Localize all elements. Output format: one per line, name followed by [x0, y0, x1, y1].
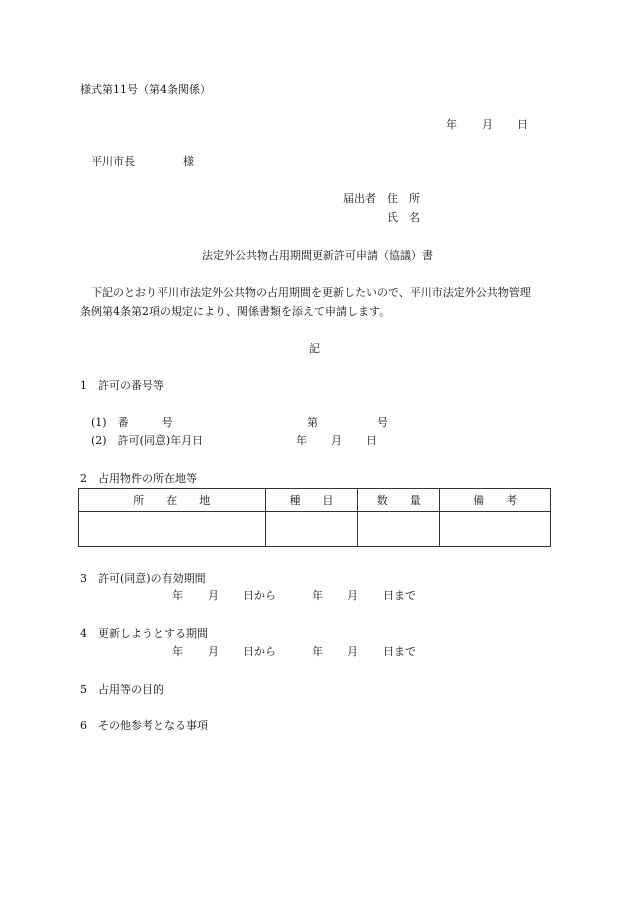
item1-dai: 第 [307, 416, 318, 429]
item3-y1: 年 [172, 589, 183, 602]
item4-m2: 月 [347, 645, 358, 658]
item4-y2: 年 [312, 645, 323, 658]
item4-heading: 4 更新しようとする期間 [80, 627, 208, 640]
item3-d1: 日から [243, 589, 276, 602]
ki-heading: 記 [309, 342, 320, 355]
document-title: 法定外公共物占用期間更新許可申請（協議）書 [202, 249, 433, 262]
cell-remarks[interactable] [440, 512, 551, 547]
addressee-name: 平川市長 [91, 155, 135, 168]
date-year: 年 [446, 118, 457, 131]
item3-heading: 3 許可(同意)の有効期間 [80, 572, 206, 585]
cell-quantity[interactable] [358, 512, 440, 547]
item3-y2: 年 [312, 589, 323, 602]
date-day: 日 [517, 118, 528, 131]
table-row [79, 512, 551, 547]
body-line-2: 条例第4条第2項の規定により、関係書類を添えて申請します。 [80, 305, 391, 318]
col-location: 所 在 地 [79, 489, 266, 512]
cell-location[interactable] [79, 512, 266, 547]
item1-year: 年 [296, 434, 307, 447]
item4-d2: 日まで [383, 645, 416, 658]
item1-month: 月 [331, 434, 342, 447]
col-type: 種 目 [265, 489, 358, 512]
item4-d1: 日から [243, 645, 276, 658]
item6-heading: 6 その他参考となる事項 [80, 719, 208, 732]
item1-go: 号 [377, 416, 388, 429]
col-remarks: 備 考 [440, 489, 551, 512]
item3-m2: 月 [347, 589, 358, 602]
col-quantity: 数 量 [358, 489, 440, 512]
item1-number-label: (1) 番 号 [91, 416, 173, 429]
table-header-row [79, 489, 551, 512]
item1-date-label: (2) 許可(同意)年月日 [91, 434, 204, 447]
applicant-name-label: 氏 名 [387, 211, 420, 224]
applicant-label: 届出者 [343, 192, 376, 205]
cell-type[interactable] [265, 512, 358, 547]
item4-y1: 年 [172, 645, 183, 658]
location-table [78, 488, 551, 547]
item3-m1: 月 [208, 589, 219, 602]
item2-heading: 2 占用物件の所在地等 [80, 472, 197, 485]
addressee-honorific: 様 [183, 155, 194, 168]
form-number: 様式第11号（第4条関係） [80, 83, 211, 96]
item1-day: 日 [366, 434, 377, 447]
item5-heading: 5 占用等の目的 [80, 683, 164, 696]
body-line-1: 下記のとおり平川市法定外公共物の占用期間を更新したいので、平川市法定外公共物管理 [91, 286, 531, 299]
applicant-address-label: 住 所 [387, 192, 420, 205]
item1-heading: 1 許可の番号等 [80, 379, 164, 392]
item4-m1: 月 [208, 645, 219, 658]
date-month: 月 [482, 118, 493, 131]
item3-d2: 日まで [383, 589, 416, 602]
